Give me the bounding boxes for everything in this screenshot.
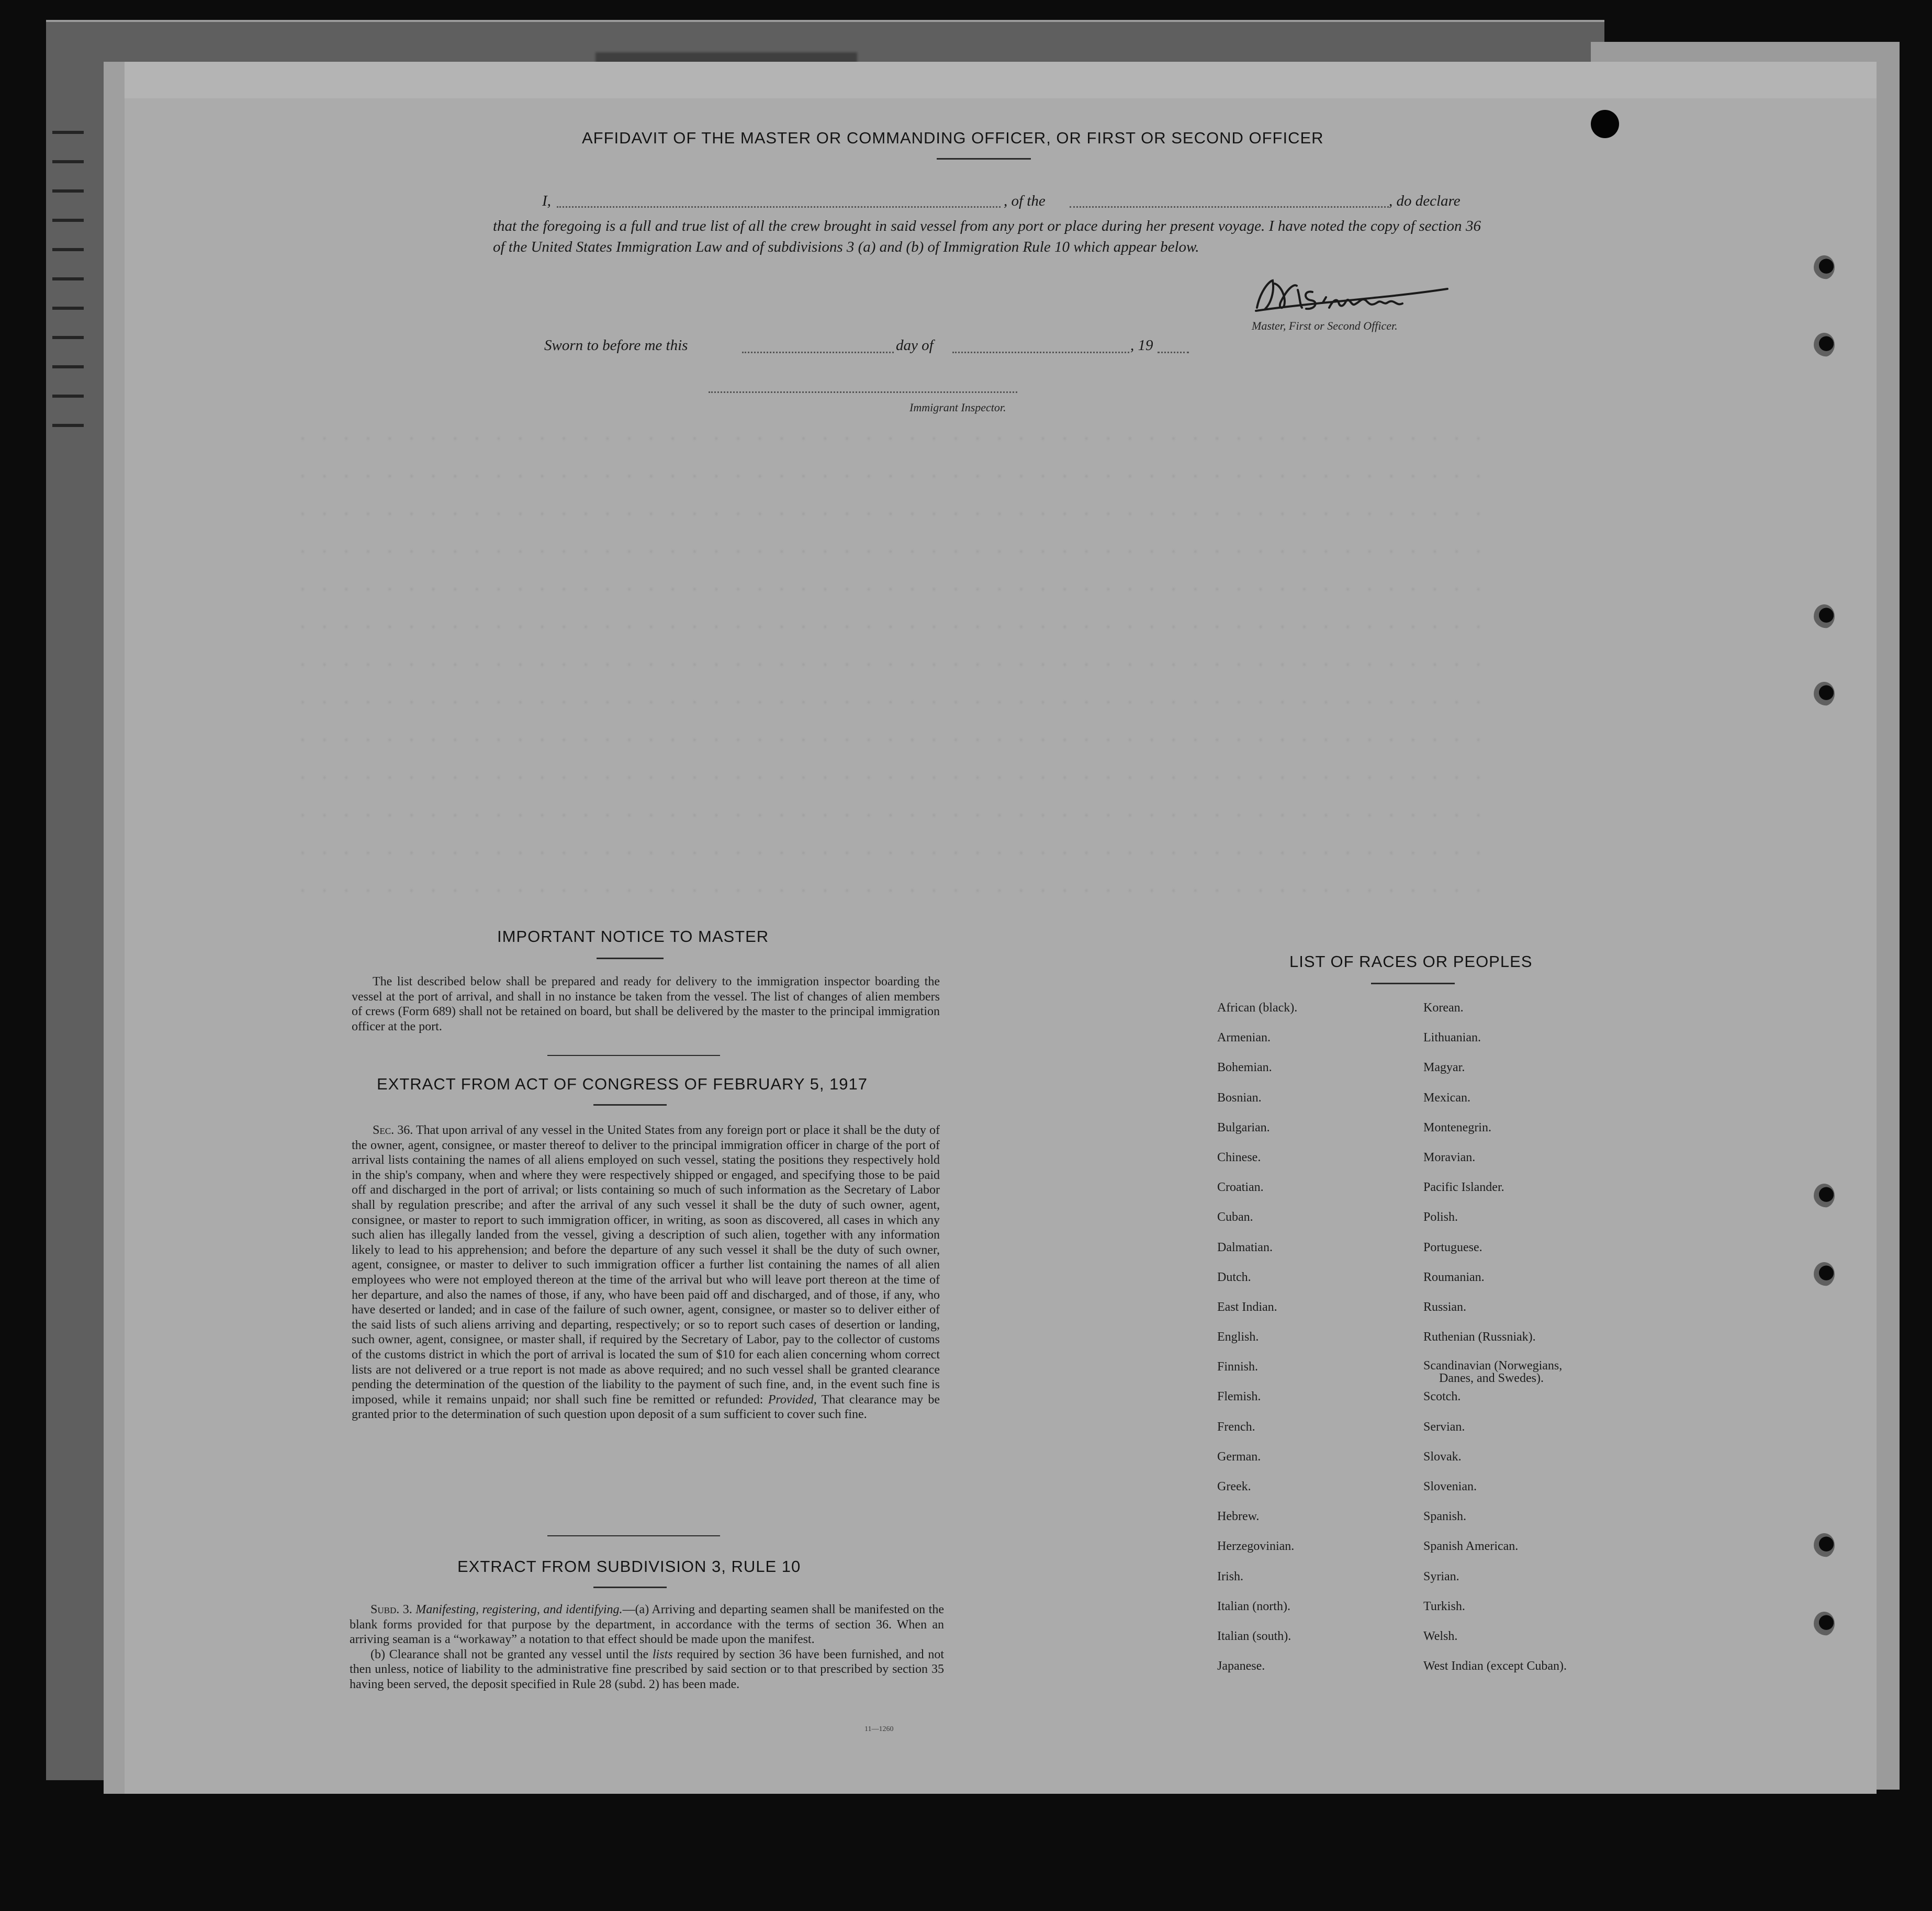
race-item: Armenian.: [1217, 1031, 1271, 1045]
race-item: Japanese.: [1217, 1659, 1265, 1673]
binder-hole: [1814, 1184, 1835, 1208]
punch-hole: [1591, 110, 1619, 138]
race-item: Magyar.: [1423, 1061, 1465, 1075]
name-blank-line: [557, 206, 1001, 208]
race-item: Bulgarian.: [1217, 1120, 1270, 1134]
race-item: English.: [1217, 1330, 1259, 1344]
race-item: Slovak.: [1423, 1449, 1462, 1464]
act-extract-underline: [593, 1104, 667, 1106]
affidavit-line-do-declare: , do declare: [1389, 193, 1461, 209]
binder-hole: [1814, 1262, 1835, 1286]
title-underline: [937, 158, 1031, 160]
day-blank-line: [742, 352, 894, 353]
binder-hole: [1814, 1612, 1835, 1636]
race-item: Ruthenian (Russniak).: [1423, 1330, 1536, 1344]
binder-hole: [1814, 604, 1835, 628]
race-item: West Indian (except Cuban).: [1423, 1659, 1567, 1673]
race-item: Bosnian.: [1217, 1091, 1262, 1105]
race-item: Cuban.: [1217, 1210, 1253, 1224]
races-list-left: [1217, 1001, 1297, 1689]
race-item: Slovenian.: [1423, 1480, 1477, 1493]
race-item: Lithuanian.: [1423, 1031, 1481, 1045]
race-item: Russian.: [1423, 1300, 1467, 1314]
race-item: Mexican.: [1423, 1091, 1470, 1105]
affidavit-title: AFFIDAVIT OF THE MASTER OR COMMANDING OFFICER, OR FIRST OR SECOND OFFICER: [582, 129, 1324, 147]
race-item: Hebrew.: [1217, 1510, 1260, 1524]
act-extract-title: EXTRACT FROM ACT OF CONGRESS OF FEBRUARY 5, 1917: [377, 1075, 868, 1093]
race-item: Montenegrin.: [1423, 1120, 1491, 1134]
act-divider: [547, 1535, 720, 1536]
race-item: Turkish.: [1423, 1599, 1465, 1613]
inspector-signature-line: [709, 391, 1017, 393]
race-item: Portuguese.: [1423, 1240, 1482, 1254]
race-item: Scotch.: [1423, 1390, 1461, 1404]
binder-hole: [1814, 682, 1835, 706]
binder-hole: [1814, 1533, 1835, 1557]
race-item: Italian (north).: [1217, 1599, 1290, 1613]
race-item: Moravian.: [1423, 1150, 1476, 1164]
binder-hole: [1814, 333, 1835, 357]
race-item: Herzegovinian.: [1217, 1539, 1295, 1554]
race-item: Italian (south).: [1217, 1629, 1291, 1643]
race-item: Welsh.: [1423, 1629, 1458, 1643]
section-36-text: Sec. 36. That upon arrival of any vessel in the United States from any foreign port or place it shall be the duty of the owner, agent, consignee, or master thereof to deliver to the principal immigration officer in charge of the port of arrival lists containing the names of all aliens employed on such vessel, stating the positions they respectively hold in the ship's company, when and where they were respectively shipped or engaged, and specifying those to be paid off and discharged in the port of arrival; or lists containing so much of such information as the Secretary of Labor shall by regulation prescribe; and after the arrival of any such vessel it shall be the duty of such owner, agent, consignee, or master to report to such immigration officer, in writing, as soon as discovered, all cases in which any such alien has illegally landed from the vessel, giving a description of such alien, together with any information likely to lead to his apprehension; and before the departure of any such vessel it shall be the duty of such owner, agent, consignee, or master to deliver to such immigration officer a further list containing the names of all alien employees who were not employed thereon at the time of the arrival but who will leave port thereon at the time of her departure, and also the names of those, if any, who have been paid off and discharged, and of those, if any, who have deserted or landed; and in case of the failure of such owner, agent, consignee, or master so to deliver either of the said lists of such aliens arriving and departing, respectively; or so to report such cases of desertion or landing, such owner, agent, consignee, or master shall, if required by the Secretary of Labor, pay to the collector of customs of the customs district in which the port of arrival is located the sum of $10 for each alien concerning whom correct lists are not delivered or a true report is not made as above required; and no such vessel shall be granted clearance pending the determination of the question of the liability to the payment of such fine, and, in the event such fine is imposed, while it remains unpaid; nor shall such fine be remitted or refunded: Provided, That clearance may be granted prior to the determination of such question upon deposit of a sum sufficient to cover such fine.: [352, 1123, 940, 1422]
section-label: Sec. 36.: [373, 1123, 413, 1137]
affidavit-text: that the foregoing is a full and true list of all the crew brought in said vessel from any port or place during her present voyage. I have noted the copy of section 36 of the United States Immigration Law and of subdivisions 3 (a) and (b) of Immigration Rule 10 which appear below.: [493, 218, 1481, 255]
year-blank-line: [1158, 352, 1189, 353]
notice-text: The list described below shall be prepared and ready for delivery to the immigration inspector boarding the vessel at the port of arrival, and shall in no instance be taken from the vessel. The list of changes of alien members of crews (Form 689) shall not be retained on board, but shall be delivered by the master to the principal immigration officer at the port.: [352, 975, 940, 1033]
race-item: Pacific Islander.: [1423, 1181, 1504, 1195]
rule-10-text: Subd. 3. Manifesting, registering, and identifying.—(a) Arriving and departing seamen shall be manifested on the blank forms provided for that purpose by the department, in accordance with the terms of section 36. When an arriving seaman is a “workaway” a notation to that effect should be made upon the manifest. (b) Clearance shall not be granted any vessel until the lists required by section 36 have been furnished, and not then unless, notice of liability to the administrative fine prescribed by said section or to that prescribed by section 35 having been served, the deposit specified in Rule 28 (subd. 2) has been made.: [350, 1603, 945, 1691]
sworn-day-of: day of: [896, 337, 934, 354]
race-item: Spanish.: [1423, 1510, 1467, 1524]
binder-hole: [1814, 255, 1835, 279]
race-item: Polish.: [1423, 1210, 1458, 1224]
sworn-prefix: Sworn to before me this: [544, 337, 688, 354]
race-item: Irish.: [1217, 1569, 1243, 1583]
race-item: Korean.: [1423, 1001, 1464, 1015]
sworn-year: , 19: [1130, 337, 1153, 354]
underlying-sheet-dashes: [52, 111, 84, 430]
form-number: 11—1260: [864, 1725, 894, 1733]
form-page: [104, 62, 1877, 1794]
race-item: Syrian.: [1423, 1569, 1459, 1583]
month-blank-line: [952, 352, 1129, 353]
race-item: German.: [1217, 1449, 1261, 1464]
rule-extract-underline: [593, 1587, 667, 1588]
race-item: Scandinavian (Norwegians, Danes, and Swedes).: [1423, 1359, 1563, 1386]
affidavit-line-i: I,: [542, 193, 551, 209]
race-item: Servian.: [1423, 1420, 1465, 1434]
inspector-caption: Immigrant Inspector.: [909, 401, 1006, 414]
race-item: Greek.: [1217, 1480, 1251, 1493]
vessel-blank-line: [1070, 206, 1389, 208]
notice-title: IMPORTANT NOTICE TO MASTER: [497, 927, 769, 946]
race-item: Roumanian.: [1423, 1270, 1485, 1284]
race-item: African (black).: [1217, 1001, 1298, 1015]
race-item: East Indian.: [1217, 1300, 1277, 1314]
rule-extract-title: EXTRACT FROM SUBDIVISION 3, RULE 10: [457, 1557, 801, 1576]
affidavit-line-of-the: , of the: [1004, 193, 1046, 209]
race-item: Spanish American.: [1423, 1539, 1519, 1554]
signature-caption: Master, First or Second Officer.: [1252, 319, 1398, 332]
races-title-underline: [1371, 983, 1455, 984]
race-item: Croatian.: [1217, 1181, 1264, 1195]
race-item: Flemish.: [1217, 1390, 1261, 1404]
master-signature: [1250, 271, 1448, 318]
races-list-right: [1423, 1001, 1567, 1689]
races-title: LIST OF RACES OR PEOPLES: [1289, 952, 1533, 971]
notice-divider: [547, 1055, 720, 1056]
race-item: Finnish.: [1217, 1360, 1259, 1374]
race-item: French.: [1217, 1420, 1255, 1434]
race-item: Dalmatian.: [1217, 1240, 1273, 1254]
race-item: Bohemian.: [1217, 1061, 1272, 1075]
race-item: Dutch.: [1217, 1270, 1251, 1284]
race-item: Chinese.: [1217, 1150, 1261, 1164]
notice-title-underline: [597, 958, 664, 959]
